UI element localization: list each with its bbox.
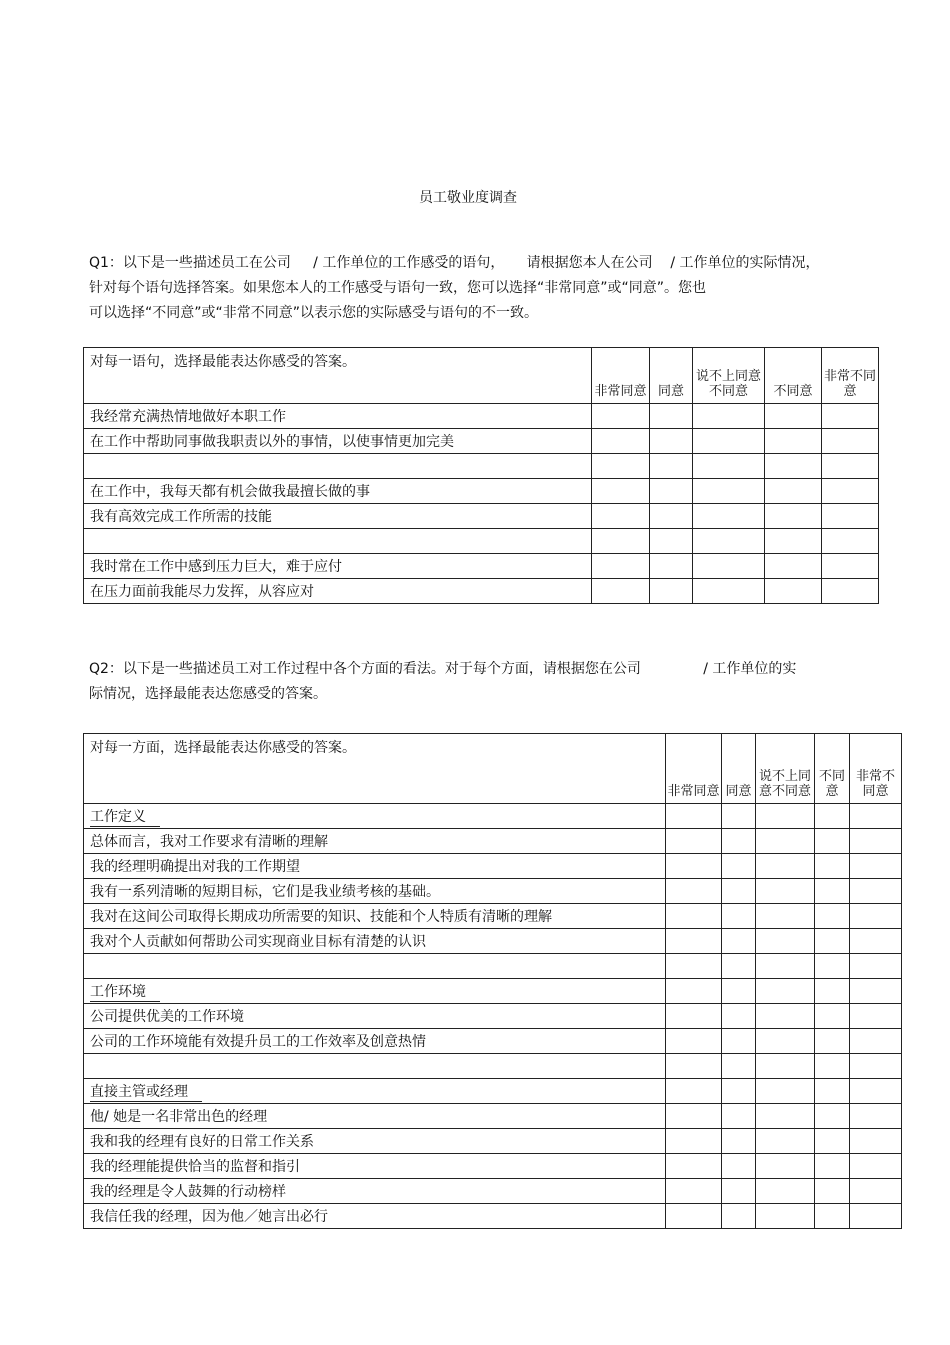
answer-cell[interactable] bbox=[592, 579, 650, 604]
answer-cell[interactable] bbox=[722, 804, 756, 829]
table-row bbox=[84, 1079, 902, 1104]
answer-cell[interactable] bbox=[756, 929, 815, 954]
answer-cell[interactable] bbox=[666, 1054, 722, 1079]
answer-cell[interactable] bbox=[756, 954, 815, 979]
answer-cell[interactable] bbox=[592, 554, 650, 579]
answer-cell[interactable] bbox=[756, 854, 815, 879]
answer-cell[interactable] bbox=[650, 504, 693, 529]
statement-text: 我时常在工作中感到压力巨大，难于应付 bbox=[90, 559, 342, 575]
statement-cell bbox=[84, 854, 666, 879]
statement-cell bbox=[84, 979, 666, 1004]
answer-cell[interactable] bbox=[756, 1204, 815, 1229]
answer-cell[interactable] bbox=[756, 1129, 815, 1154]
q1-line: 可以选择“不同意”或“非常不同意”以表示您的实际感受与语句的不一致。 bbox=[89, 305, 539, 321]
answer-cell[interactable] bbox=[693, 504, 765, 529]
answer-cell[interactable] bbox=[756, 1004, 815, 1029]
answer-cell[interactable] bbox=[815, 929, 850, 954]
table-row bbox=[84, 1154, 902, 1179]
statement-cell bbox=[84, 1004, 666, 1029]
answer-cell[interactable] bbox=[850, 929, 902, 954]
answer-cell[interactable] bbox=[722, 879, 756, 904]
answer-cell[interactable] bbox=[756, 904, 815, 929]
answer-cell[interactable] bbox=[650, 429, 693, 454]
answer-cell[interactable] bbox=[666, 1204, 722, 1229]
answer-cell[interactable] bbox=[666, 1104, 722, 1129]
statement-cell bbox=[84, 429, 592, 454]
q1-line: Q1：以下是一些描述员工在公司 / 工作单位的工作感受的语句， 请根据您本人在公司 / 工作单位的实际情况， bbox=[89, 255, 820, 271]
option-header: 非常同意 bbox=[592, 348, 650, 404]
table-header-prompt: 对每一方面，选择最能表达你感受的答案。 bbox=[84, 734, 666, 804]
answer-cell[interactable] bbox=[815, 1154, 850, 1179]
answer-cell[interactable] bbox=[722, 829, 756, 854]
answer-cell[interactable] bbox=[722, 1004, 756, 1029]
answer-cell[interactable] bbox=[815, 854, 850, 879]
statement-text: 在工作中，我每天都有机会做我最擅长做的事 bbox=[90, 484, 370, 500]
answer-cell[interactable] bbox=[592, 504, 650, 529]
answer-cell[interactable] bbox=[650, 454, 693, 479]
answer-cell[interactable] bbox=[666, 1129, 722, 1154]
answer-cell[interactable] bbox=[850, 1179, 902, 1204]
table-row bbox=[84, 1179, 902, 1204]
answer-cell[interactable] bbox=[815, 904, 850, 929]
answer-cell[interactable] bbox=[815, 954, 850, 979]
answer-cell[interactable] bbox=[650, 404, 693, 429]
answer-cell[interactable] bbox=[756, 979, 815, 1004]
q2-instructions bbox=[89, 657, 859, 707]
statement-text: 我和我的经理有良好的日常工作关系 bbox=[90, 1134, 314, 1150]
answer-cell[interactable] bbox=[722, 1154, 756, 1179]
table-header-row bbox=[84, 348, 879, 404]
answer-cell[interactable] bbox=[722, 854, 756, 879]
statement-cell bbox=[84, 1179, 666, 1204]
answer-cell[interactable] bbox=[822, 429, 879, 454]
answer-cell[interactable] bbox=[722, 1179, 756, 1204]
statement-text: 在压力面前我能尽力发挥，从容应对 bbox=[90, 584, 314, 600]
table-row bbox=[84, 529, 879, 554]
answer-cell[interactable] bbox=[822, 479, 879, 504]
statement-cell bbox=[84, 554, 592, 579]
statement-text: 公司的工作环境能有效提升员工的工作效率及创意热情 bbox=[90, 1034, 426, 1050]
answer-cell[interactable] bbox=[822, 404, 879, 429]
answer-cell[interactable] bbox=[815, 1179, 850, 1204]
answer-cell[interactable] bbox=[650, 529, 693, 554]
statement-cell bbox=[84, 1104, 666, 1129]
statement-cell bbox=[84, 579, 592, 604]
answer-cell[interactable] bbox=[666, 904, 722, 929]
statement-text: 我的经理是令人鼓舞的行动榜样 bbox=[90, 1184, 286, 1200]
table-row bbox=[84, 504, 879, 529]
answer-cell[interactable] bbox=[650, 479, 693, 504]
answer-cell[interactable] bbox=[822, 579, 879, 604]
answer-cell[interactable] bbox=[693, 579, 765, 604]
statement-text: 总体而言，我对工作要求有清晰的理解 bbox=[90, 834, 328, 850]
answer-cell[interactable] bbox=[666, 804, 722, 829]
table-row bbox=[84, 554, 879, 579]
answer-cell[interactable] bbox=[850, 829, 902, 854]
answer-cell[interactable] bbox=[693, 554, 765, 579]
answer-cell[interactable] bbox=[722, 954, 756, 979]
answer-cell[interactable] bbox=[722, 1204, 756, 1229]
page-title: 员工敬业度调查 bbox=[419, 190, 517, 206]
table-row bbox=[84, 829, 902, 854]
table-row bbox=[84, 1104, 902, 1129]
answer-cell[interactable] bbox=[850, 1154, 902, 1179]
answer-cell[interactable] bbox=[722, 1029, 756, 1054]
statement-text: 我有高效完成工作所需的技能 bbox=[90, 509, 272, 525]
answer-cell[interactable] bbox=[756, 879, 815, 904]
table-row bbox=[84, 1054, 902, 1079]
statement-text: 公司提供优美的工作环境 bbox=[90, 1009, 244, 1025]
answer-cell[interactable] bbox=[765, 504, 822, 529]
statement-text: 我的经理明确提出对我的工作期望 bbox=[90, 859, 300, 875]
answer-cell[interactable] bbox=[693, 454, 765, 479]
table-row bbox=[84, 1004, 902, 1029]
statement-cell bbox=[84, 1129, 666, 1154]
answer-cell[interactable] bbox=[850, 1054, 902, 1079]
statement-text: 我信任我的经理，因为他／她言出必行 bbox=[90, 1209, 328, 1225]
statement-cell bbox=[84, 529, 592, 554]
q1-survey-table bbox=[83, 347, 879, 604]
table-row bbox=[84, 854, 902, 879]
answer-cell[interactable] bbox=[815, 879, 850, 904]
statement-cell bbox=[84, 479, 592, 504]
table-row bbox=[84, 454, 879, 479]
answer-cell[interactable] bbox=[722, 1054, 756, 1079]
option-header: 说不上同意不同意 bbox=[693, 348, 765, 404]
category-label: 工作环境 bbox=[90, 981, 160, 1002]
option-header: 说不上同意不同意 bbox=[756, 734, 815, 804]
table-row bbox=[84, 979, 902, 1004]
statement-cell bbox=[84, 904, 666, 929]
answer-cell[interactable] bbox=[815, 1054, 850, 1079]
table-row bbox=[84, 954, 902, 979]
answer-cell[interactable] bbox=[693, 479, 765, 504]
answer-cell[interactable] bbox=[756, 1104, 815, 1129]
answer-cell[interactable] bbox=[765, 454, 822, 479]
answer-cell[interactable] bbox=[765, 429, 822, 454]
answer-cell[interactable] bbox=[722, 1104, 756, 1129]
answer-cell[interactable] bbox=[850, 879, 902, 904]
answer-cell[interactable] bbox=[815, 1029, 850, 1054]
answer-cell[interactable] bbox=[815, 1004, 850, 1029]
answer-cell[interactable] bbox=[722, 929, 756, 954]
answer-cell[interactable] bbox=[756, 1079, 815, 1104]
answer-cell[interactable] bbox=[756, 1029, 815, 1054]
answer-cell[interactable] bbox=[592, 454, 650, 479]
table-row bbox=[84, 1204, 902, 1229]
table-header-prompt: 对每一语句，选择最能表达你感受的答案。 bbox=[84, 348, 592, 404]
answer-cell[interactable] bbox=[850, 1104, 902, 1129]
answer-cell[interactable] bbox=[815, 1129, 850, 1154]
statement-cell bbox=[84, 1029, 666, 1054]
answer-cell[interactable] bbox=[822, 504, 879, 529]
table-row bbox=[84, 804, 902, 829]
statement-text: 我对个人贡献如何帮助公司实现商业目标有清楚的认识 bbox=[90, 934, 426, 950]
q2-line: 际情况，选择最能表达您感受的答案。 bbox=[89, 686, 327, 702]
answer-cell[interactable] bbox=[666, 1004, 722, 1029]
statement-text: 我经常充满热情地做好本职工作 bbox=[90, 409, 286, 425]
answer-cell[interactable] bbox=[850, 1204, 902, 1229]
table-header-row bbox=[84, 734, 902, 804]
answer-cell[interactable] bbox=[815, 1104, 850, 1129]
option-header: 非常同意 bbox=[666, 734, 722, 804]
q1-line: 针对每个语句选择答案。如果您本人的工作感受与语句一致，您可以选择“非常同意”或“同意”。您也 bbox=[89, 280, 707, 296]
statement-text: 他/ 她是一名非常出色的经理 bbox=[90, 1109, 268, 1125]
table-row bbox=[84, 1029, 902, 1054]
answer-cell[interactable] bbox=[722, 1129, 756, 1154]
answer-cell[interactable] bbox=[765, 554, 822, 579]
statement-cell bbox=[84, 404, 592, 429]
answer-cell[interactable] bbox=[693, 404, 765, 429]
answer-cell[interactable] bbox=[650, 554, 693, 579]
answer-cell[interactable] bbox=[592, 479, 650, 504]
statement-text: 我对在这间公司取得长期成功所需要的知识、技能和个人特质有清晰的理解 bbox=[90, 909, 552, 925]
answer-cell[interactable] bbox=[592, 404, 650, 429]
statement-cell bbox=[84, 954, 666, 979]
table-row bbox=[84, 879, 902, 904]
q2-line: Q2：以下是一些描述员工对工作过程中各个方面的看法。对于每个方面，请根据您在公司 / 工作单位的实 bbox=[89, 661, 797, 677]
answer-cell[interactable] bbox=[592, 429, 650, 454]
answer-cell[interactable] bbox=[756, 1054, 815, 1079]
statement-cell bbox=[84, 929, 666, 954]
answer-cell[interactable] bbox=[592, 529, 650, 554]
answer-cell[interactable] bbox=[666, 954, 722, 979]
table-row bbox=[84, 1129, 902, 1154]
answer-cell[interactable] bbox=[815, 979, 850, 1004]
statement-cell bbox=[84, 829, 666, 854]
answer-cell[interactable] bbox=[666, 854, 722, 879]
answer-cell[interactable] bbox=[765, 579, 822, 604]
answer-cell[interactable] bbox=[850, 1004, 902, 1029]
table-row bbox=[84, 479, 879, 504]
table-row bbox=[84, 579, 879, 604]
answer-cell[interactable] bbox=[850, 1129, 902, 1154]
answer-cell[interactable] bbox=[666, 879, 722, 904]
answer-cell[interactable] bbox=[765, 479, 822, 504]
answer-cell[interactable] bbox=[722, 904, 756, 929]
answer-cell[interactable] bbox=[666, 929, 722, 954]
q1-instructions bbox=[89, 251, 859, 326]
answer-cell[interactable] bbox=[850, 954, 902, 979]
answer-cell[interactable] bbox=[722, 979, 756, 1004]
answer-cell[interactable] bbox=[815, 1204, 850, 1229]
statement-text: 在工作中帮助同事做我职责以外的事情，以使事情更加完美 bbox=[90, 434, 454, 450]
answer-cell[interactable] bbox=[666, 979, 722, 1004]
answer-cell[interactable] bbox=[850, 979, 902, 1004]
statement-cell bbox=[84, 1154, 666, 1179]
table-row bbox=[84, 404, 879, 429]
table-row bbox=[84, 904, 902, 929]
option-header: 不同意 bbox=[765, 348, 822, 404]
answer-cell[interactable] bbox=[756, 804, 815, 829]
answer-cell[interactable] bbox=[850, 854, 902, 879]
option-header: 非常不同意 bbox=[850, 734, 902, 804]
answer-cell[interactable] bbox=[822, 454, 879, 479]
answer-cell[interactable] bbox=[693, 429, 765, 454]
answer-cell[interactable] bbox=[666, 829, 722, 854]
answer-cell[interactable] bbox=[666, 1079, 722, 1104]
answer-cell[interactable] bbox=[756, 1179, 815, 1204]
answer-cell[interactable] bbox=[850, 1079, 902, 1104]
answer-cell[interactable] bbox=[815, 829, 850, 854]
answer-cell[interactable] bbox=[650, 579, 693, 604]
q2-survey-table bbox=[83, 733, 902, 1229]
option-header: 同意 bbox=[722, 734, 756, 804]
answer-cell[interactable] bbox=[756, 1154, 815, 1179]
answer-cell[interactable] bbox=[666, 1154, 722, 1179]
answer-cell[interactable] bbox=[850, 904, 902, 929]
answer-cell[interactable] bbox=[693, 529, 765, 554]
category-label: 工作定义 bbox=[90, 806, 160, 827]
statement-cell bbox=[84, 454, 592, 479]
answer-cell[interactable] bbox=[850, 1029, 902, 1054]
answer-cell[interactable] bbox=[666, 1029, 722, 1054]
answer-cell[interactable] bbox=[822, 529, 879, 554]
category-label: 直接主管或经理 bbox=[90, 1081, 202, 1102]
answer-cell[interactable] bbox=[666, 1179, 722, 1204]
table-row bbox=[84, 429, 879, 454]
statement-cell bbox=[84, 1204, 666, 1229]
answer-cell[interactable] bbox=[722, 1079, 756, 1104]
answer-cell[interactable] bbox=[822, 554, 879, 579]
statement-cell bbox=[84, 1079, 666, 1104]
answer-cell[interactable] bbox=[850, 804, 902, 829]
answer-cell[interactable] bbox=[765, 529, 822, 554]
table-row bbox=[84, 929, 902, 954]
statement-cell bbox=[84, 504, 592, 529]
statement-text: 我有一系列清晰的短期目标，它们是我业绩考核的基础。 bbox=[90, 884, 440, 900]
statement-cell bbox=[84, 804, 666, 829]
statement-cell bbox=[84, 1054, 666, 1079]
option-header: 同意 bbox=[650, 348, 693, 404]
statement-cell bbox=[84, 879, 666, 904]
answer-cell[interactable] bbox=[815, 804, 850, 829]
answer-cell[interactable] bbox=[756, 829, 815, 854]
option-header: 非常不同意 bbox=[822, 348, 879, 404]
option-header: 不同意 bbox=[815, 734, 850, 804]
statement-text: 我的经理能提供恰当的监督和指引 bbox=[90, 1159, 300, 1175]
answer-cell[interactable] bbox=[815, 1079, 850, 1104]
answer-cell[interactable] bbox=[765, 404, 822, 429]
